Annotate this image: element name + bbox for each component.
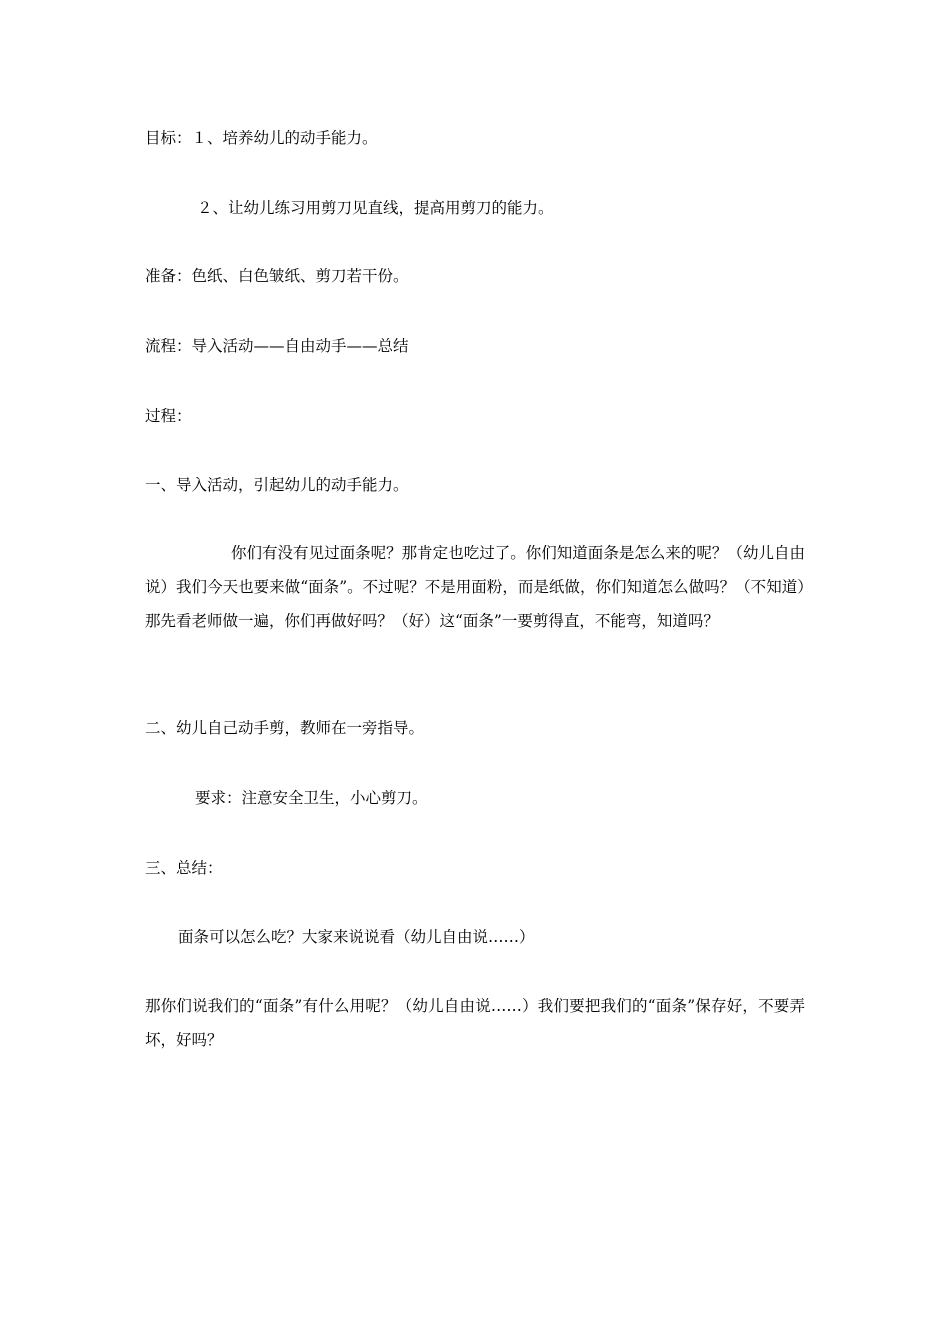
goal-line-2: ２、让幼儿练习用剪刀见直线，提高用剪刀的能力。 xyxy=(197,199,554,217)
step-2-requirement: 要求：注意安全卫生，小心剪刀。 xyxy=(195,789,428,807)
step-3-heading: 三、总结： xyxy=(145,859,223,877)
step-1-body: 你们有没有见过面条呢？那肯定也吃过了。你们知道面条是怎么来的呢？（幼儿自由说）我们今天也要来做“面条”。不过呢？不是用面粉，而是纸做，你们知道怎么做吗？（不知道）那先看老师做一遍，你们再做好吗？（好）这“面条”一要剪得直，不能弯，知道吗？ xyxy=(145,544,805,630)
preparation-line: 准备：色纸、白色皱纸、剪刀若干份。 xyxy=(145,267,409,285)
goal-line-1: 目标：１、培养幼儿的动手能力。 xyxy=(145,129,378,147)
step-2-heading: 二、幼儿自己动手剪，教师在一旁指导。 xyxy=(145,719,425,737)
process-heading: 过程： xyxy=(145,407,192,425)
step-3-question-1: 面条可以怎么吃？大家来说说看（幼儿自由说……） xyxy=(178,928,535,946)
step-1-heading: 一、导入活动，引起幼儿的动手能力。 xyxy=(145,476,409,494)
step-3-question-2: 那你们说我们的“面条”有什么用呢？（幼儿自由说……）我们要把我们的“面条”保存好，不要弄坏，好吗？ xyxy=(145,997,805,1049)
flow-line: 流程：导入活动——自由动手——总结 xyxy=(145,337,409,355)
